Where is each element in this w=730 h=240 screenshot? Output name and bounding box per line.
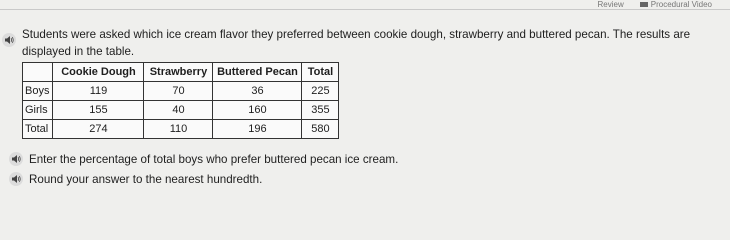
table-header-cell [23, 63, 53, 82]
video-icon [640, 2, 648, 7]
table-cell: 70 [144, 82, 213, 101]
flavor-table [22, 62, 339, 139]
procedural-video-link[interactable] [640, 0, 712, 9]
table-cell: 160 [213, 101, 302, 120]
table-header-cell: Total [302, 63, 339, 82]
instruction-text: Enter the percentage of total boys who prefer buttered pecan ice cream. [29, 152, 399, 166]
top-divider [0, 9, 730, 10]
instruction-line [9, 172, 262, 186]
speaker-icon[interactable] [9, 172, 23, 186]
top-toolbar [598, 0, 712, 9]
instruction-line [9, 152, 398, 166]
table-cell: 580 [302, 120, 339, 139]
table-row [23, 82, 339, 101]
table-row [23, 120, 339, 139]
table-cell: 40 [144, 101, 213, 120]
table-row-header: Boys [23, 82, 53, 101]
table-cell: 196 [213, 120, 302, 139]
table-header-cell: Buttered Pecan [213, 63, 302, 82]
table-header-cell: Cookie Dough [53, 63, 144, 82]
table-cell: 119 [53, 82, 144, 101]
table-cell: 225 [302, 82, 339, 101]
table-row [23, 101, 339, 120]
table-header-cell: Strawberry [144, 63, 213, 82]
table-cell: 274 [53, 120, 144, 139]
question-text: Students were asked which ice cream flavor they preferred between cookie dough, strawberry and buttered pecan. The results are displayed in the table. [22, 28, 691, 58]
table-cell: 155 [53, 101, 144, 120]
table-cell: 355 [302, 101, 339, 120]
speaker-icon[interactable] [9, 152, 23, 166]
table-row-header: Girls [23, 101, 53, 120]
review-link[interactable]: Review [597, 0, 624, 9]
instruction-text: Round your answer to the nearest hundredth. [29, 172, 263, 186]
table-row-header: Total [23, 120, 53, 139]
table-header-row [23, 63, 339, 82]
speaker-icon[interactable] [2, 33, 16, 47]
table-cell: 110 [144, 120, 213, 139]
procedural-video-label: Procedural Video [650, 0, 712, 9]
table-cell: 36 [213, 82, 302, 101]
